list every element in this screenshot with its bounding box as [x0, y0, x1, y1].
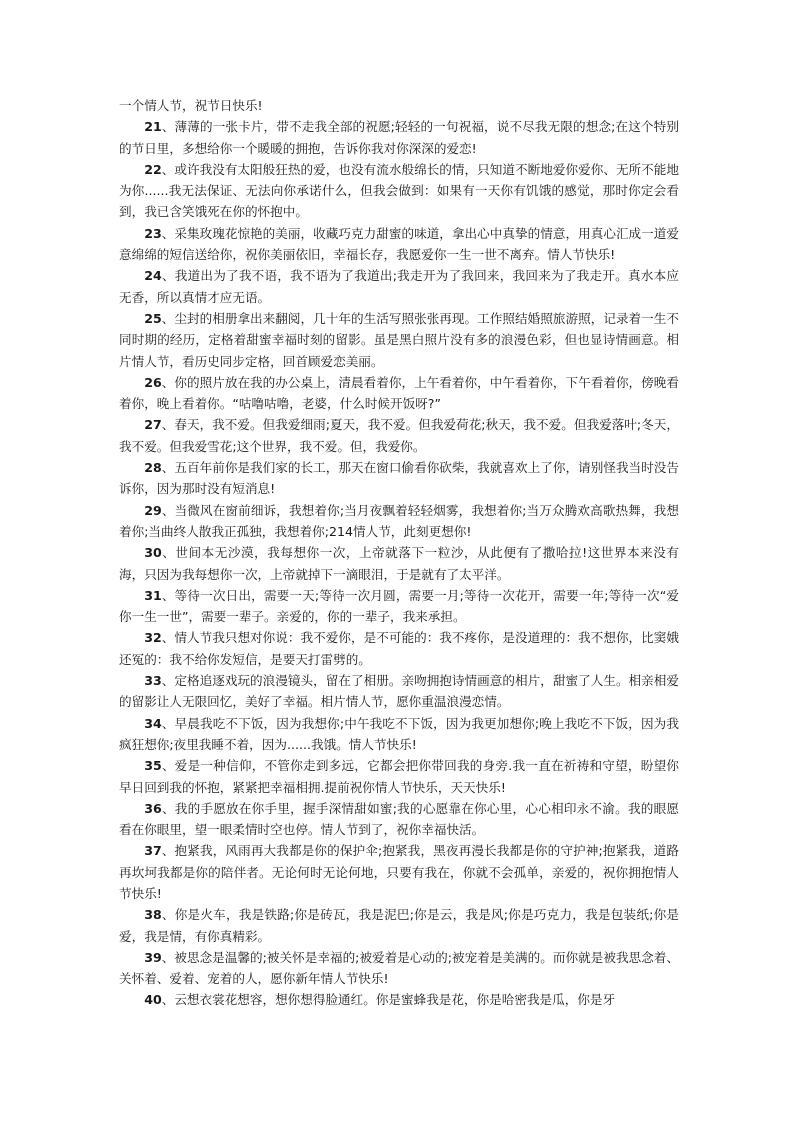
item-text: 、五百年前你是我们家的长工，那天在窗口偷看你砍柴，我就喜欢上了你，请别怪我当时没告诉你，因为那时没有短消息!	[119, 460, 679, 497]
item-number: 34	[144, 715, 162, 731]
item-number: 29	[144, 502, 162, 518]
item-text: 、我的手愿放在你手里，握手深情甜如蜜;我的心愿靠在你心里，心心相印永不渝。我的眼愿看在你眼里，望一眼柔情时空也停。情人节到了，祝你幸福快活。	[119, 800, 679, 838]
item-text: 、情人节我只想对你说：我不爱你，是不可能的：我不疼你，是没道理的：我不想你，比窦娥还冤的：我不给你发短信，是要天打雷劈的。	[119, 630, 679, 667]
list-item	[119, 223, 679, 266]
item-text: 、尘封的相册拿出来翻阅，几十年的生活写照张张再现。工作照结婚照旅游照，记录着一生不同时期的经历，定格着甜蜜幸福时刻的留影。虽是黑白照片没有多的浪漫色彩，但也显诗情画意。相片情人节，看历史同步定格，回首顾爱恋美丽。	[119, 310, 679, 369]
list-item	[119, 755, 679, 798]
list-item	[119, 372, 679, 415]
item-text: 、抱紧我，风雨再大我都是你的保护伞;抱紧我，黑夜再漫长我都是你的守护神;抱紧我，道路再坎坷我都是你的陪伴者。无论何时无论何地，只要有我在，你就不会孤单，亲爱的，祝你拥抱情人节快乐!	[119, 843, 679, 901]
list-item	[119, 265, 679, 308]
list-item	[119, 670, 679, 713]
item-text: 、你是火车，我是铁路;你是砖瓦，我是泥巴;你是云，我是风;你是巧克力，我是包装纸;你是爱，我是情，有你真精彩。	[119, 907, 679, 944]
list-item	[119, 457, 679, 500]
item-text: 、采集玫瑰花惊艳的美丽，收藏巧克力甜蜜的味道，拿出心中真挚的情意，用真心汇成一道爱意绵绵的短信送给你，祝你美丽依旧，幸福长存，我愿爱你一生一世不离弃。情人节快乐!	[119, 225, 679, 263]
item-number: 27	[144, 417, 162, 433]
list-item	[119, 308, 679, 372]
item-number: 28	[144, 460, 162, 476]
list-item	[119, 947, 679, 990]
document-body	[119, 95, 679, 1011]
item-number: 22	[144, 161, 162, 177]
list-item	[119, 500, 679, 543]
list-item	[119, 627, 679, 670]
item-text: 、等待一次日出，需要一天;等待一次月圆，需要一月;等待一次花开，需要一年;等待一次“爱你一生一世”，需要一辈子。亲爱的，你的一辈子，我来承担。	[119, 587, 679, 625]
item-text: 、爱是一种信仰，不管你走到多远，它都会把你带回我的身旁.我一直在祈祷和守望，盼望你早日回到我的怀抱，紧紧把幸福相拥.提前祝你情人节快乐，天天快乐!	[119, 758, 679, 795]
list-item	[119, 989, 679, 1010]
list-item	[119, 904, 679, 947]
item-number: 32	[144, 630, 162, 646]
item-text: 、定格追逐戏玩的浪漫镜头，留在了相册。亲吻拥抱诗情画意的相片，甜蜜了人生。相亲相爱的留影让人无限回忆，美好了幸福。相片情人节，愿你重温浪漫恋情。	[119, 673, 679, 710]
item-text: 、春天，我不爱。但我爱细雨;夏天，我不爱。但我爱荷花;秋天，我不爱。但我爱落叶;冬天，我不爱。但我爱雪花;这个世界，我不爱。但，我爱你。	[119, 417, 679, 454]
item-number: 40	[144, 992, 162, 1008]
list-item	[119, 159, 679, 223]
item-number: 33	[144, 673, 162, 689]
item-number: 31	[144, 587, 162, 603]
list-item	[119, 840, 679, 904]
item-text: 、你的照片放在我的办公桌上，清晨看着你，上午看着你，中午看着你，下午看着你，傍晚看着你，晚上看着你。“咕噜咕噜，老婆，什么时候开饭呀?”	[119, 374, 679, 412]
item-number: 24	[144, 268, 162, 284]
item-number: 39	[144, 949, 162, 965]
item-number: 35	[144, 758, 162, 774]
item-text: 、世间本无沙漠，我每想你一次，上帝就落下一粒沙，从此便有了撒哈拉!这世界本来没有海，只因为我每想你一次，上帝就掉下一滴眼泪，于是就有了太平洋。	[119, 545, 679, 582]
item-number: 38	[144, 907, 162, 923]
list-item	[119, 542, 679, 585]
item-text: 、当微风在窗前细诉，我想着你;当月夜飘着轻轻烟雾，我想着你;当万众腾欢高歌热舞，我想着你;当曲终人散我正孤独，我想着你;214情人节，此刻更想你!	[119, 502, 679, 539]
item-text: 、早晨我吃不下饭，因为我想你;中午我吃不下饭，因为我更加想你;晚上我吃不下饭，因为我疯狂想你;夜里我睡不着，因为......我饿。情人节快乐!	[119, 715, 679, 752]
item-number: 30	[144, 545, 162, 561]
item-number: 21	[144, 119, 162, 135]
item-number: 23	[144, 225, 162, 241]
item-text: 、我道出为了我不语，我不语为了我道出;我走开为了我回来，我回来为了我走开。真水本应无香，所以真情才应无语。	[119, 268, 679, 305]
list-item	[119, 798, 679, 841]
list-item	[119, 713, 679, 756]
item-list	[119, 116, 679, 1010]
item-number: 25	[144, 310, 162, 326]
item-text: 、云想衣裳花想容，想你想得脸通红。你是蜜蜂我是花，你是哈密我是瓜，你是牙	[161, 992, 616, 1008]
item-number: 26	[144, 374, 162, 390]
item-number: 37	[144, 843, 162, 859]
item-number: 36	[144, 800, 162, 816]
lead-paragraph: 一个情人节，祝节日快乐!	[119, 98, 263, 113]
item-text: 、被思念是温馨的;被关怀是幸福的;被爱着是心动的;被宠着是美满的。而你就是被我思念着、关怀着、爱着、宠着的人，愿你新年情人节快乐!	[119, 949, 679, 987]
item-text: 、薄薄的一张卡片，带不走我全部的祝愿;轻轻的一句祝福，说不尽我无限的想念;在这个特别的节日里，多想给你一个暖暖的拥抱，告诉你我对你深深的爱恋!	[119, 119, 679, 156]
item-text: 、或许我没有太阳般狂热的爱，也没有流水般绵长的情，只知道不断地爱你爱你、无所不能地为你......我无法保证、无法向你承诺什么，但我会做到：如果有一天你有饥饿的感觉，那时你定会看到，我已含笑饿死在你的怀抱中。	[119, 161, 679, 220]
list-item	[119, 414, 679, 457]
list-item	[119, 116, 679, 159]
list-item	[119, 585, 679, 628]
